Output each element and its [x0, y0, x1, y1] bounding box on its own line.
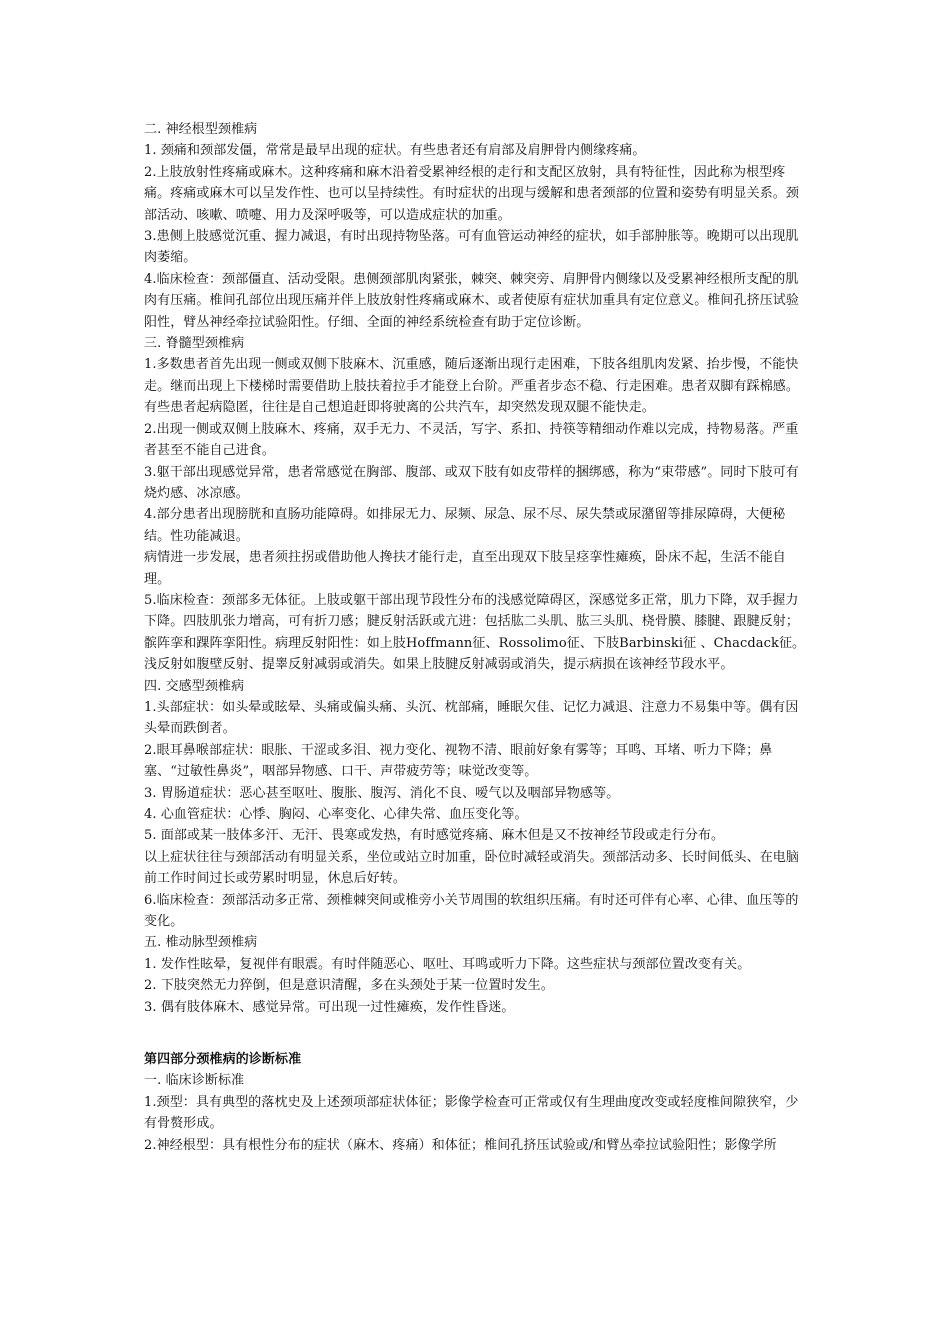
section-heading-vertebral-artery: 五. 椎动脉型颈椎病 — [144, 935, 258, 951]
paragraph: 3. 胃肠道症状：恶心甚至呕吐、腹胀、腹泻、消化不良、嗳气以及咽部异物感等。 — [144, 785, 620, 801]
section-heading-radiculopathy: 二. 神经根型颈椎病 — [144, 122, 258, 137]
part-heading-diagnostic-criteria: 第四部分颈椎病的诊断标准 — [144, 1052, 302, 1068]
paragraph: 病情进一步发展，患者须拄拐或借助他人搀扶才能行走，直至出现双下肢呈痉挛性瘫痪，卧床不起，生活不能自理。 — [144, 550, 786, 587]
paragraph: 1. 发作性眩晕，复视伴有眼震。有时伴随恶心、呕吐、耳鸣或听力下降。这些症状与颈部位置改变有关。 — [144, 956, 751, 972]
document-body — [144, 119, 808, 1156]
paragraph: 1.颈型：具有典型的落枕史及上述颈项部症状体征；影像学检查可正常或仅有生理曲度改变或轻度椎间隙狭窄，少有骨赘形成。 — [144, 1094, 799, 1132]
section-heading-myelopathy: 三. 脊髓型颈椎病 — [144, 336, 245, 352]
paragraph: 1.头部症状：如头晕或眩晕、头痛或偏头痛、头沉、枕部痛，睡眠欠佳、记忆力减退、注意力不易集中等。偶有因头晕而跌倒者。 — [144, 699, 799, 737]
paragraph: 1.多数患者首先出现一侧或双侧下肢麻木、沉重感，随后逐渐出现行走困难，下肢各组肌肉发紧、抬步慢，不能快走。继而出现上下楼梯时需要借助上肢扶着拉手才能登上台阶。严重者步态不稳、行走困难。患者双脚有踩棉感。有些患者起病隐匿，往往是自己想追赶即将驶离的公共汽车，却突然发现双腿不能快走。 — [144, 357, 800, 416]
subsection-heading-clinical: 一. 临床诊断标准 — [144, 1073, 245, 1089]
paragraph: 4. 心血管症状：心悸、胸闷、心率变化、心律失常、血压变化等。 — [144, 807, 528, 822]
paragraph: 2.出现一侧或双侧上肢麻木、疼痛，双手无力、不灵活，写字、系扣、持筷等精细动作难以完成，持物易落。严重者甚至不能自己进食。 — [144, 421, 799, 459]
paragraph: 2.上肢放射性疼痛或麻木。这种疼痛和麻木沿着受累神经根的走行和支配区放射，具有特征性，因此称为根型疼痛。疼痛或麻木可以呈发作性、也可以呈持续性。有时症状的出现与缓解和患者颈部的位置和姿势有明显关系。颈部活动、咳嗽、喷嚏、用力及深呼吸等，可以造成症状的加重。 — [144, 164, 800, 223]
paragraph: 2.眼耳鼻喉部症状：眼胀、干涩或多泪、视力变化、视物不清、眼前好象有雾等；耳鸣、耳堵、听力下降；鼻塞、“过敏性鼻炎”，咽部异物感、口干、声带疲劳等；味觉改变等。 — [144, 742, 773, 780]
spacer — [144, 1018, 808, 1039]
paragraph: 4.临床检查：颈部僵直、活动受限。患侧颈部肌肉紧张，棘突、棘突旁、肩胛骨内侧缘以及受累神经根所支配的肌肉有压痛。椎间孔部位出现压痛并伴上肢放射性疼痛或麻木、或者使原有症状加重具有定位意义。椎间孔挤压试验阳性，臂丛神经牵拉试验阳性。仔细、全面的神经系统检查有助于定位诊断。 — [144, 271, 800, 330]
spacer — [144, 1039, 808, 1049]
paragraph: 3. 偶有肢体麻木、感觉异常。可出现一过性瘫痪，发作性昏迷。 — [144, 999, 515, 1015]
section-heading-sympathetic: 四. 交感型颈椎病 — [144, 678, 245, 694]
paragraph: 5.临床检查：颈部多无体征。上肢或躯干部出现节段性分布的浅感觉障碍区，深感觉多正常，肌力下降，双手握力下降。四肢肌张力增高，可有折刀感；腱反射活跃或亢进：包括肱二头肌、肱三头肌、桡骨膜、膝腱、跟腱反射；髌阵挛和踝阵挛阳性。病理反射阳性：如上肢Hoffmann征、Rossolimo征、下肢Barbinski征 、Chacdack征。浅反射如腹壁反射、提睾反射减弱或消失。如果上肢腱反射减弱或消失，提示病损在该神经节段水平。 — [144, 592, 806, 673]
paragraph: 2.神经根型：具有根性分布的症状（麻木、疼痛）和体征；椎间孔挤压试验或/和臂丛牵拉试验阳性；影像学所 — [144, 1137, 777, 1153]
paragraph: 6.临床检查：颈部活动多正常、颈椎棘突间或椎旁小关节周围的软组织压痛。有时还可伴有心率、心律、血压等的变化。 — [144, 892, 799, 930]
paragraph: 3.躯干部出现感觉异常，患者常感觉在胸部、腹部、或双下肢有如皮带样的捆绑感，称为“束带感”。同时下肢可有烧灼感、冰凉感。 — [144, 464, 799, 501]
paragraph: 2. 下肢突然无力猝倒，但是意识清醒，多在头颈处于某一位置时发生。 — [144, 978, 554, 994]
paragraph: 以上症状往往与颈部活动有明显关系，坐位或站立时加重，卧位时减轻或消失。颈部活动多、长时间低头、在电脑前工作时间过长或劳累时明显，休息后好转。 — [144, 849, 800, 887]
paragraph: 3.患侧上肢感觉沉重、握力减退，有时出现持物坠落。可有血管运动神经的症状，如手部肿胀等。晚期可以出现肌肉萎缩。 — [144, 229, 799, 266]
paragraph: 1. 颈痛和颈部发僵，常常是最早出现的症状。有些患者还有肩部及肩胛骨内侧缘疼痛。 — [144, 143, 646, 159]
paragraph: 4.部分患者出现膀胱和直肠功能障碍。如排尿无力、尿频、尿急、尿不尽、尿失禁或尿潴留等排尿障碍，大便秘结。性功能减退。 — [144, 507, 786, 544]
paragraph: 5. 面部或某一肢体多汗、无汗、畏寒或发热，有时感觉疼痛、麻木但是又不按神经节段或走行分布。 — [144, 828, 725, 844]
